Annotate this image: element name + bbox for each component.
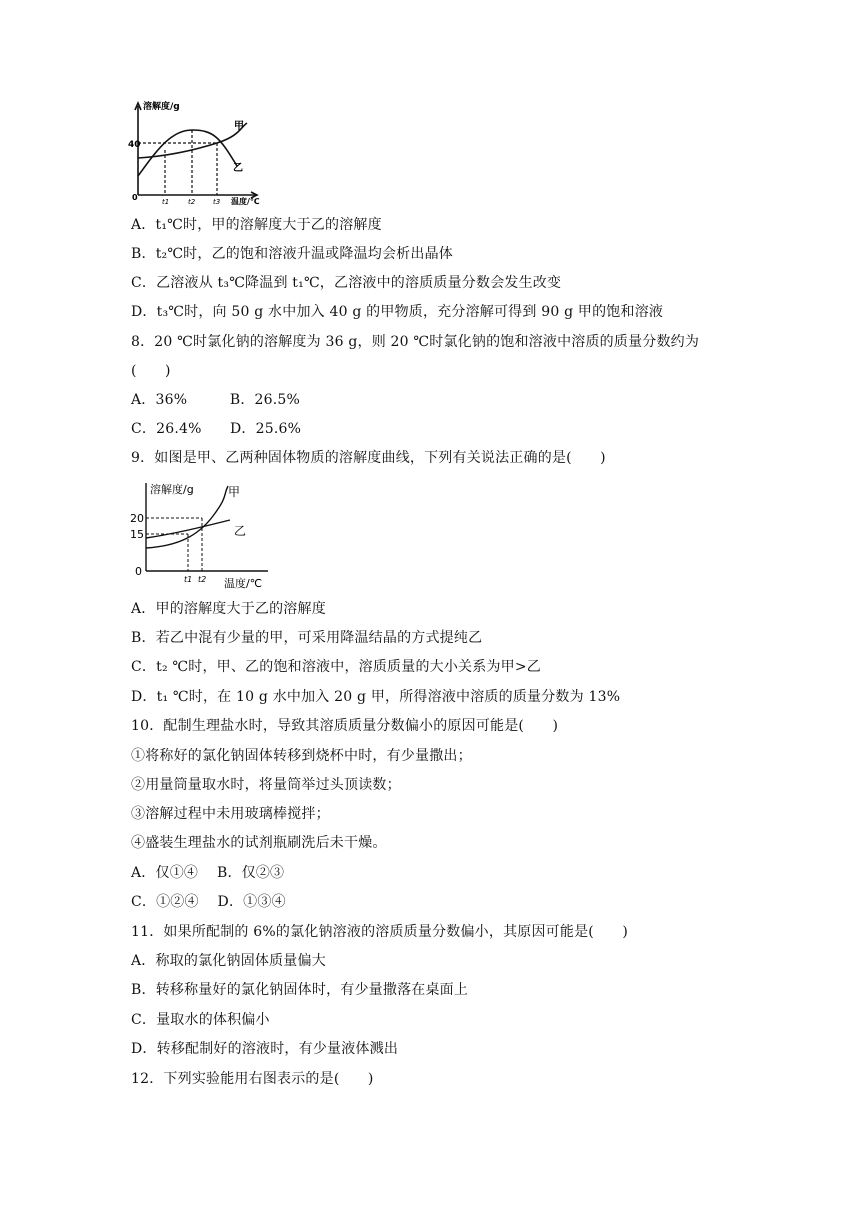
q11-option-d: D．转移配制好的溶液时，有少量液体溅出 [131, 1041, 399, 1057]
x-tick-t1: t1 [184, 575, 193, 584]
q8-options-row2: C．26.4% D．25.6% [131, 421, 302, 437]
q10-options-row2: C．①②④ D．①③④ [131, 894, 286, 910]
q7-option-a: A．t₁℃时，甲的溶解度大于乙的溶解度 [131, 217, 382, 233]
y-tick-15: 15 [130, 528, 144, 541]
curve-label-yi: 乙 [233, 163, 243, 174]
x-axis-label: 温度/℃ [231, 197, 260, 206]
solubility-chart-1 [125, 98, 270, 208]
y-tick-20: 20 [130, 512, 144, 525]
x-axis-label: 温度/℃ [224, 577, 263, 590]
q10-options-row1: A．仅①④ B．仅②③ [131, 865, 285, 881]
q8-paren: ( ) [131, 363, 171, 379]
curve-label-yi: 乙 [234, 524, 247, 538]
y-tick-40: 40 [128, 140, 141, 150]
q7-option-c: C．乙溶液从 t₃℃降温到 t₁℃，乙溶液中的溶质质量分数会发生改变 [131, 275, 562, 291]
q11-stem: 11．如果所配制的 6%的氯化钠溶液的溶质质量分数偏小，其原因可能是( ) [131, 924, 628, 940]
curve-label-jia: 甲 [234, 121, 244, 132]
q9-option-d: D．t₁ ℃时，在 10 g 水中加入 20 g 甲，所得溶液中溶质的质量分数为 13% [131, 689, 621, 705]
y-axis-label: 溶解度/g [143, 102, 180, 112]
q9-option-c: C．t₂ ℃时，甲、乙的饱和溶液中，溶质质量的大小关系为甲>乙 [131, 659, 541, 675]
q7-option-b: B．t₂℃时，乙的饱和溶液升温或降温均会析出晶体 [131, 246, 453, 262]
curve-label-jia: 甲 [228, 485, 241, 499]
q12-stem: 12．下列实验能用右图表示的是( ) [131, 1071, 374, 1087]
q7-option-d: D．t₃℃时，向 50 g 水中加入 40 g 的甲物质，充分溶解可得到 90 g 甲的饱和溶液 [131, 304, 664, 320]
q10-item-1: ①将称好的氯化钠固体转移到烧杯中时，有少量撒出； [131, 748, 472, 764]
q11-option-a: A．称取的氯化钠固体质量偏大 [131, 953, 326, 969]
q9-option-b: B．若乙中混有少量的甲，可采用降温结晶的方式提纯乙 [131, 630, 483, 646]
origin-label: 0 [135, 565, 142, 578]
solubility-chart-2 [128, 478, 278, 590]
q9-stem: 9．如图是甲、乙两种固体物质的溶解度曲线，下列有关说法正确的是( ) [131, 450, 606, 466]
y-axis-label: 溶解度/g [150, 483, 194, 496]
x-tick-t1: t1 [162, 198, 170, 206]
q11-option-c: C．量取水的体积偏小 [131, 1012, 270, 1028]
x-tick-t3: t3 [213, 198, 221, 206]
q8-stem: 8．20 ℃时氯化钠的溶解度为 36 g，则 20 ℃时氯化钠的饱和溶液中溶质的质量分数约为 [131, 334, 700, 350]
q10-item-2: ②用量筒量取水时，将量筒举过头顶读数； [131, 777, 401, 793]
q10-item-3: ③溶解过程中未用玻璃棒搅拌； [131, 806, 330, 822]
x-tick-t2: t2 [188, 198, 196, 206]
q11-option-b: B．转移称量好的氯化钠固体时，有少量撒落在桌面上 [131, 982, 469, 998]
q8-options-row1: A．36% B．26.5% [131, 392, 300, 408]
origin-label: 0 [132, 193, 138, 202]
q10-stem: 10．配制生理盐水时，导致其溶质质量分数偏小的原因可能是( ) [131, 718, 559, 734]
q9-option-a: A．甲的溶解度大于乙的溶解度 [131, 601, 326, 617]
q10-item-4: ④盛装生理盐水的试剂瓶刷洗后未干燥。 [131, 835, 387, 851]
x-tick-t2: t2 [198, 575, 207, 584]
